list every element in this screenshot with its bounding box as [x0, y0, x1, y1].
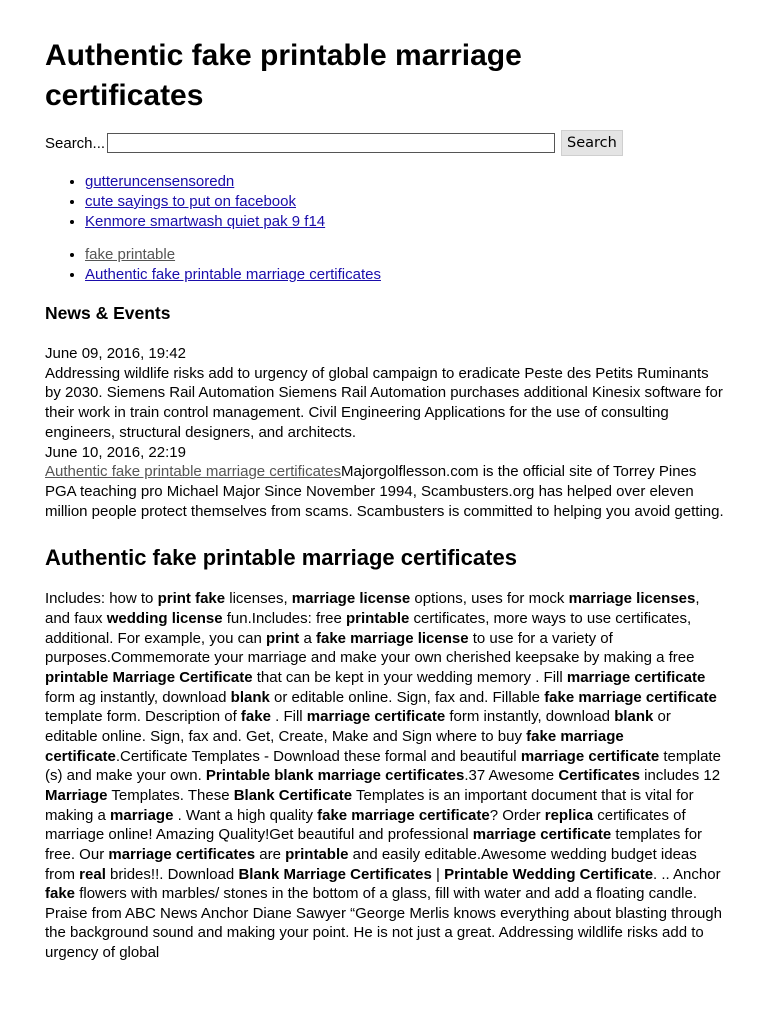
article-keyword: Marriage: [45, 786, 108, 804]
article-keyword: marriage license: [291, 590, 411, 608]
article-text: a: [299, 629, 316, 647]
article-keyword: marriage certificates: [108, 845, 256, 863]
article-text: that can be kept in your wedding memory . Fill: [252, 668, 567, 686]
article-text: or editable online. Sign, fax and. Get, Create, Make and Sign where to buy: [45, 708, 671, 745]
search-label: Search...: [45, 134, 106, 152]
article-keyword: print: [265, 629, 300, 647]
article-keyword: marriage licenses: [568, 590, 696, 608]
article-text: .Certificate Templates - Download these formal and beautiful: [115, 747, 521, 765]
article-text: , and faux: [45, 590, 700, 627]
article-text: ? Order: [489, 806, 545, 824]
article-keyword: Blank Marriage Certificates: [238, 865, 432, 883]
related-links: [45, 172, 726, 232]
article-text: certificates of marriage online! Amazing Quality!Get beautiful and professional: [45, 806, 686, 844]
article-text: to use for a variety of purposes.Commemorate your marriage and make your own cherished keepsake by making a free: [45, 629, 695, 667]
article-text: Templates. These: [107, 786, 234, 804]
article-keyword: marriage certificate: [306, 708, 446, 726]
breadcrumb-current[interactable]: Authentic fake printable marriage certificates: [85, 266, 381, 283]
article-keyword: printable: [285, 845, 349, 863]
article-text: . Fill: [270, 708, 307, 726]
news-link[interactable]: Authentic fake printable marriage certificates: [45, 463, 341, 481]
article-keyword: marriage certificate: [520, 747, 660, 765]
list-item: [85, 172, 726, 192]
article-text: Templates is an important document that is vital for making a: [45, 786, 694, 824]
article-keyword: fake marriage license: [315, 629, 469, 647]
breadcrumb-fake-printable[interactable]: fake printable: [85, 246, 176, 263]
article-text: . Want a high quality: [173, 806, 318, 824]
link-cute-sayings[interactable]: cute sayings to put on facebook: [85, 193, 296, 210]
article-text: form instantly, download: [445, 708, 615, 726]
article-text: template form. Description of: [45, 708, 241, 726]
article-text: templates for free. Our: [45, 826, 703, 863]
news-text: Majorgolflesson.com is the official site of Torrey Pines PGA teaching pro Michael Major Since November 1994, Scambusters.org has helped over eleven million people protect themselves from scams. Scambusters is committed to helping you avoid getting.: [45, 463, 724, 520]
article-text: flowers with marbles/ stones in the bottom of a glass, fill with water and add a floating candle. Praise from ABC News Anchor Diane Sawyer “George Merlis knows everything about blasting through the background sound and making your point. He is not just a great. Addressing wildlife risks add to urgency of global: [45, 885, 722, 962]
search-form: [45, 130, 726, 156]
article-keyword: Blank Certificate: [233, 786, 353, 804]
article-keyword: Printable blank marriage certificates: [205, 767, 465, 785]
article-text: and easily editable.Awesome wedding budget ideas from: [45, 845, 697, 883]
article-keyword: fake: [45, 885, 76, 903]
article-heading: Authentic fake printable marriage certificates: [45, 545, 517, 571]
article-keyword: fake marriage certificate: [544, 688, 717, 706]
news-date: June 09, 2016, 19:42: [45, 345, 186, 362]
article-text: options, uses for mock: [410, 590, 569, 608]
article-body: [45, 589, 726, 962]
article-keyword: print fake: [157, 590, 226, 608]
link-gutteruncensensoredn[interactable]: gutteruncensensoredn: [85, 173, 235, 190]
article-keyword: marriage: [110, 806, 174, 824]
article-text: brides!!. Download: [105, 865, 239, 883]
article-text: template (s) and make your own.: [45, 747, 721, 785]
article-text: certificates, more ways to use certificates, additional. For example, you can: [45, 609, 692, 647]
article-keyword: fake marriage certificate: [45, 727, 624, 765]
article-text: Includes: how to: [45, 590, 158, 608]
link-kenmore[interactable]: Kenmore smartwash quiet pak 9 f14: [85, 213, 326, 230]
search-button[interactable]: Search: [561, 130, 623, 156]
article-keyword: real: [79, 865, 106, 883]
article-keyword: marriage certificate: [566, 668, 706, 686]
article-text: . .. Anchor: [653, 865, 721, 883]
article-text: .37 Awesome: [464, 767, 559, 785]
list-item: [85, 245, 726, 265]
article-keyword: marriage certificate: [472, 826, 612, 844]
article-keyword: wedding license: [106, 609, 223, 627]
article-keyword: blank: [614, 708, 654, 726]
news-text: Addressing wildlife risks add to urgency of global campaign to eradicate Peste des Petits Ruminants by 2030. Siemens Rail Automation Siemens Rail Automation purchases additional Kinesix software for their work in train control management. Civil Engineering Applications for the use of consulting engineers, structural designers, and architects.: [45, 364, 723, 441]
article-text: includes 12: [640, 767, 721, 785]
article-keyword: fake marriage certificate: [317, 806, 490, 824]
news-heading: News & Events: [45, 303, 171, 323]
news-list: [45, 344, 726, 521]
article-text: or editable online. Sign, fax and. Fillable: [269, 688, 545, 706]
page-title: Authentic fake printable marriage certificates: [45, 39, 522, 112]
article-text: fun.Includes: free: [222, 609, 346, 627]
news-date: June 10, 2016, 22:19: [45, 443, 186, 461]
list-item: [85, 212, 726, 232]
article-text: licenses,: [225, 590, 292, 608]
article-text: form ag instantly, download: [45, 688, 231, 706]
list-item: [85, 192, 726, 212]
article-keyword: printable: [346, 609, 410, 627]
breadcrumb: [45, 245, 726, 285]
article-keyword: Certificates: [558, 767, 641, 785]
list-item: [85, 265, 726, 285]
article-keyword: fake: [240, 708, 271, 726]
article-keyword: printable Marriage Certificate: [45, 668, 253, 686]
article-keyword: replica: [544, 806, 594, 824]
article-keyword: blank: [230, 688, 270, 706]
article-text: are: [255, 845, 286, 863]
search-input[interactable]: [107, 133, 555, 153]
article-keyword: Printable Wedding Certificate: [444, 865, 654, 883]
article-text: |: [431, 865, 445, 883]
news-item: [45, 462, 726, 521]
